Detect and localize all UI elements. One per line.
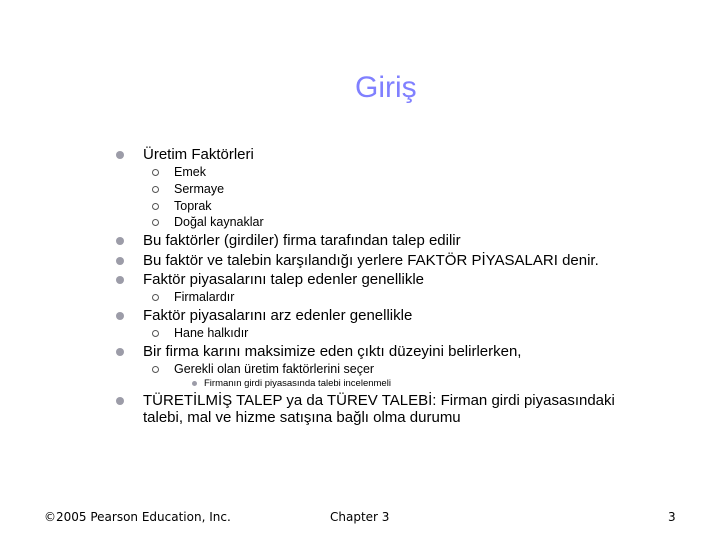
bullet-text: Bu faktör ve talebin karşılandığı yerlere FAKTÖR PİYASALARI denir. <box>143 252 599 269</box>
bullet-dot-icon <box>116 257 124 265</box>
footer-copyright: ©2005 Pearson Education, Inc. <box>44 510 231 524</box>
bullet-dot-icon <box>116 237 124 245</box>
bullet-dot-icon <box>116 312 124 320</box>
bullet-text-continuation: talebi, mal ve hizme satışına bağlı olma durumu <box>143 409 461 426</box>
circle-bullet-icon <box>152 186 159 193</box>
bullet-text: Üretim Faktörleri <box>143 146 254 163</box>
circle-bullet-icon <box>152 366 159 373</box>
sub-bullet-text: Toprak <box>174 199 212 213</box>
bullet-text: Faktör piyasalarını talep edenler genellikle <box>143 271 424 288</box>
bullet-dot-icon <box>116 348 124 356</box>
bullet-text: TÜRETİLMİŞ TALEP ya da TÜREV TALEBİ: Firman girdi piyasasındaki <box>143 392 615 409</box>
bullet-dot-icon <box>116 151 124 159</box>
sub-bullet-text: Gerekli olan üretim faktörlerini seçer <box>174 362 375 376</box>
bullet-dot-icon <box>116 397 124 405</box>
footer-chapter: Chapter 3 <box>330 510 390 524</box>
sub-bullet-text: Emek <box>174 165 206 179</box>
circle-bullet-icon <box>152 330 159 337</box>
bullet-dot-icon <box>116 276 124 284</box>
slide-title: Giriş <box>355 71 417 104</box>
sub-sub-bullet-text: Firmanın girdi piyasasında talebi incelenmeli <box>204 378 391 389</box>
sub-bullet-text: Hane halkıdır <box>174 326 249 340</box>
footer-page-number: 3 <box>668 510 676 524</box>
bullet-text: Bu faktörler (girdiler) firma tarafından talep edilir <box>143 232 461 249</box>
circle-bullet-icon <box>152 219 159 226</box>
small-dot-icon <box>192 381 197 386</box>
bullet-text: Faktör piyasalarını arz edenler genellikle <box>143 307 413 324</box>
sub-bullet-text: Sermaye <box>174 182 225 196</box>
sub-bullet-text: Firmalardır <box>174 290 235 304</box>
sub-bullet-text: Doğal kaynaklar <box>174 215 264 229</box>
circle-bullet-icon <box>152 294 159 301</box>
bullet-text: Bir firma karını maksimize eden çıktı düzeyini belirlerken, <box>143 343 522 360</box>
circle-bullet-icon <box>152 203 159 210</box>
circle-bullet-icon <box>152 169 159 176</box>
